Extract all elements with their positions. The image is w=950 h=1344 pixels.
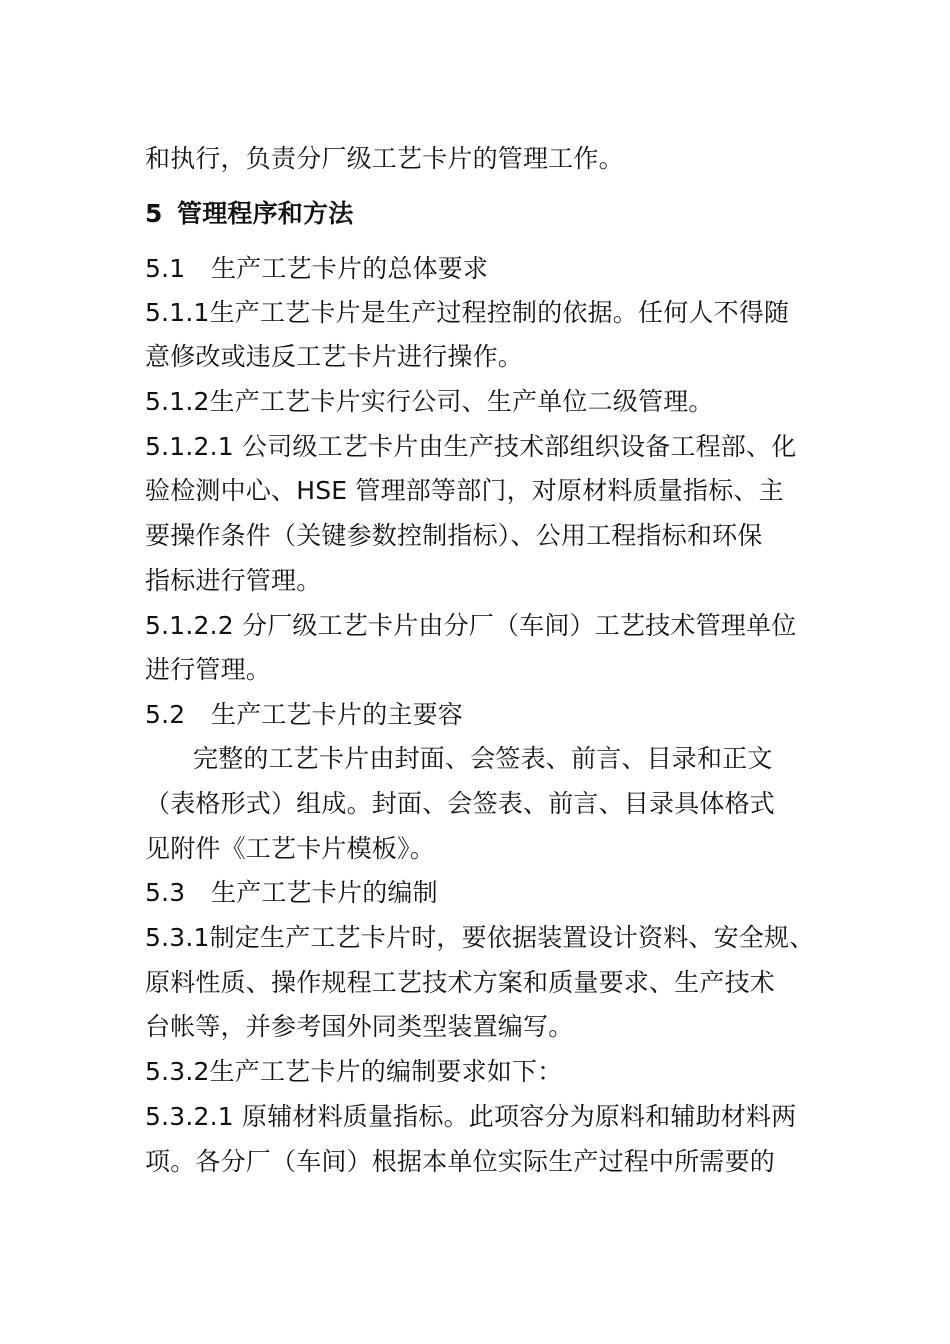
subsection-title: 生产工艺卡片的主要容: [211, 700, 464, 729]
paragraph-line: [145, 340, 523, 374]
subsection-heading: [145, 698, 463, 732]
text-line: 5.3.2生产工艺卡片的编制要求如下：: [145, 1057, 563, 1086]
text-line: 指标进行管理。: [145, 566, 322, 595]
paragraph-line: [145, 564, 321, 598]
section-heading: [145, 197, 353, 231]
paragraph-line: [145, 1100, 796, 1134]
paragraph-line: [145, 519, 763, 553]
paragraph-line: [145, 966, 775, 1000]
paragraph-line: [145, 474, 784, 508]
subsection-heading: [145, 252, 488, 286]
paragraph-line: [145, 832, 435, 866]
subsection-number: 5.3: [145, 878, 186, 907]
paragraph-line: [145, 1055, 562, 1089]
text-line: 意修改或违反工艺卡片进行操作。: [145, 342, 524, 371]
paragraph-line: [145, 609, 796, 643]
subsection-heading: [145, 876, 438, 910]
subsection-number: 5.2: [145, 700, 186, 729]
paragraph-line: [145, 1145, 775, 1179]
text-line: （表格形式）组成。封面、会签表、前言、目录具体格式: [145, 789, 776, 818]
paragraph-line: [145, 653, 271, 687]
subsection-number: 5.1: [145, 254, 186, 283]
text-line: 5.1.1生产工艺卡片是生产过程控制的依据。任何人不得随: [145, 298, 790, 327]
text-line: 5.3.1制定生产工艺卡片时，要依据装置设计资料、安全规、: [145, 923, 815, 952]
text-line: 完整的工艺卡片由封面、会签表、前言、目录和正文: [193, 744, 773, 773]
text-line: 见附件《工艺卡片模板》。: [145, 834, 435, 863]
text-line: 验检测中心、HSE 管理部等部门，对原材料质量指标、主: [145, 476, 784, 505]
paragraph-line: [145, 385, 714, 419]
text-line: 台帐等，并参考国外同类型装置编写。: [145, 1012, 574, 1041]
text-line: 5.1.2.2 分厂级工艺卡片由分厂（车间）工艺技术管理单位: [145, 611, 797, 640]
text-line: 5.1.2.1 公司级工艺卡片由生产技术部组织设备工程部、化: [145, 432, 797, 461]
paragraph-line: [145, 142, 624, 176]
paragraph-line: [145, 1010, 573, 1044]
paragraph-line: [145, 430, 796, 464]
section-title: 管理程序和方法: [177, 199, 354, 228]
paragraph-line: [145, 296, 789, 330]
text-line: 5.1.2生产工艺卡片实行公司、生产单位二级管理。: [145, 387, 714, 416]
text-line: 原料性质、操作规程工艺技术方案和质量要求、生产技术: [145, 968, 776, 997]
paragraph-line: [193, 742, 773, 776]
text-line: 和执行，负责分厂级工艺卡片的管理工作。: [145, 144, 624, 173]
subsection-title: 生产工艺卡片的总体要求: [211, 254, 489, 283]
text-line: 5.3.2.1 原辅材料质量指标。此项容分为原料和辅助材料两: [145, 1102, 797, 1131]
subsection-title: 生产工艺卡片的编制: [211, 878, 438, 907]
paragraph-line: [145, 787, 775, 821]
section-number: 5: [145, 199, 163, 228]
text-line: 进行管理。: [145, 655, 272, 684]
paragraph-line: [145, 921, 814, 955]
text-line: 要操作条件（关键参数控制指标）、公用工程指标和环保: [145, 521, 763, 550]
text-line: 项。各分厂（车间）根据本单位实际生产过程中所需要的: [145, 1147, 776, 1176]
